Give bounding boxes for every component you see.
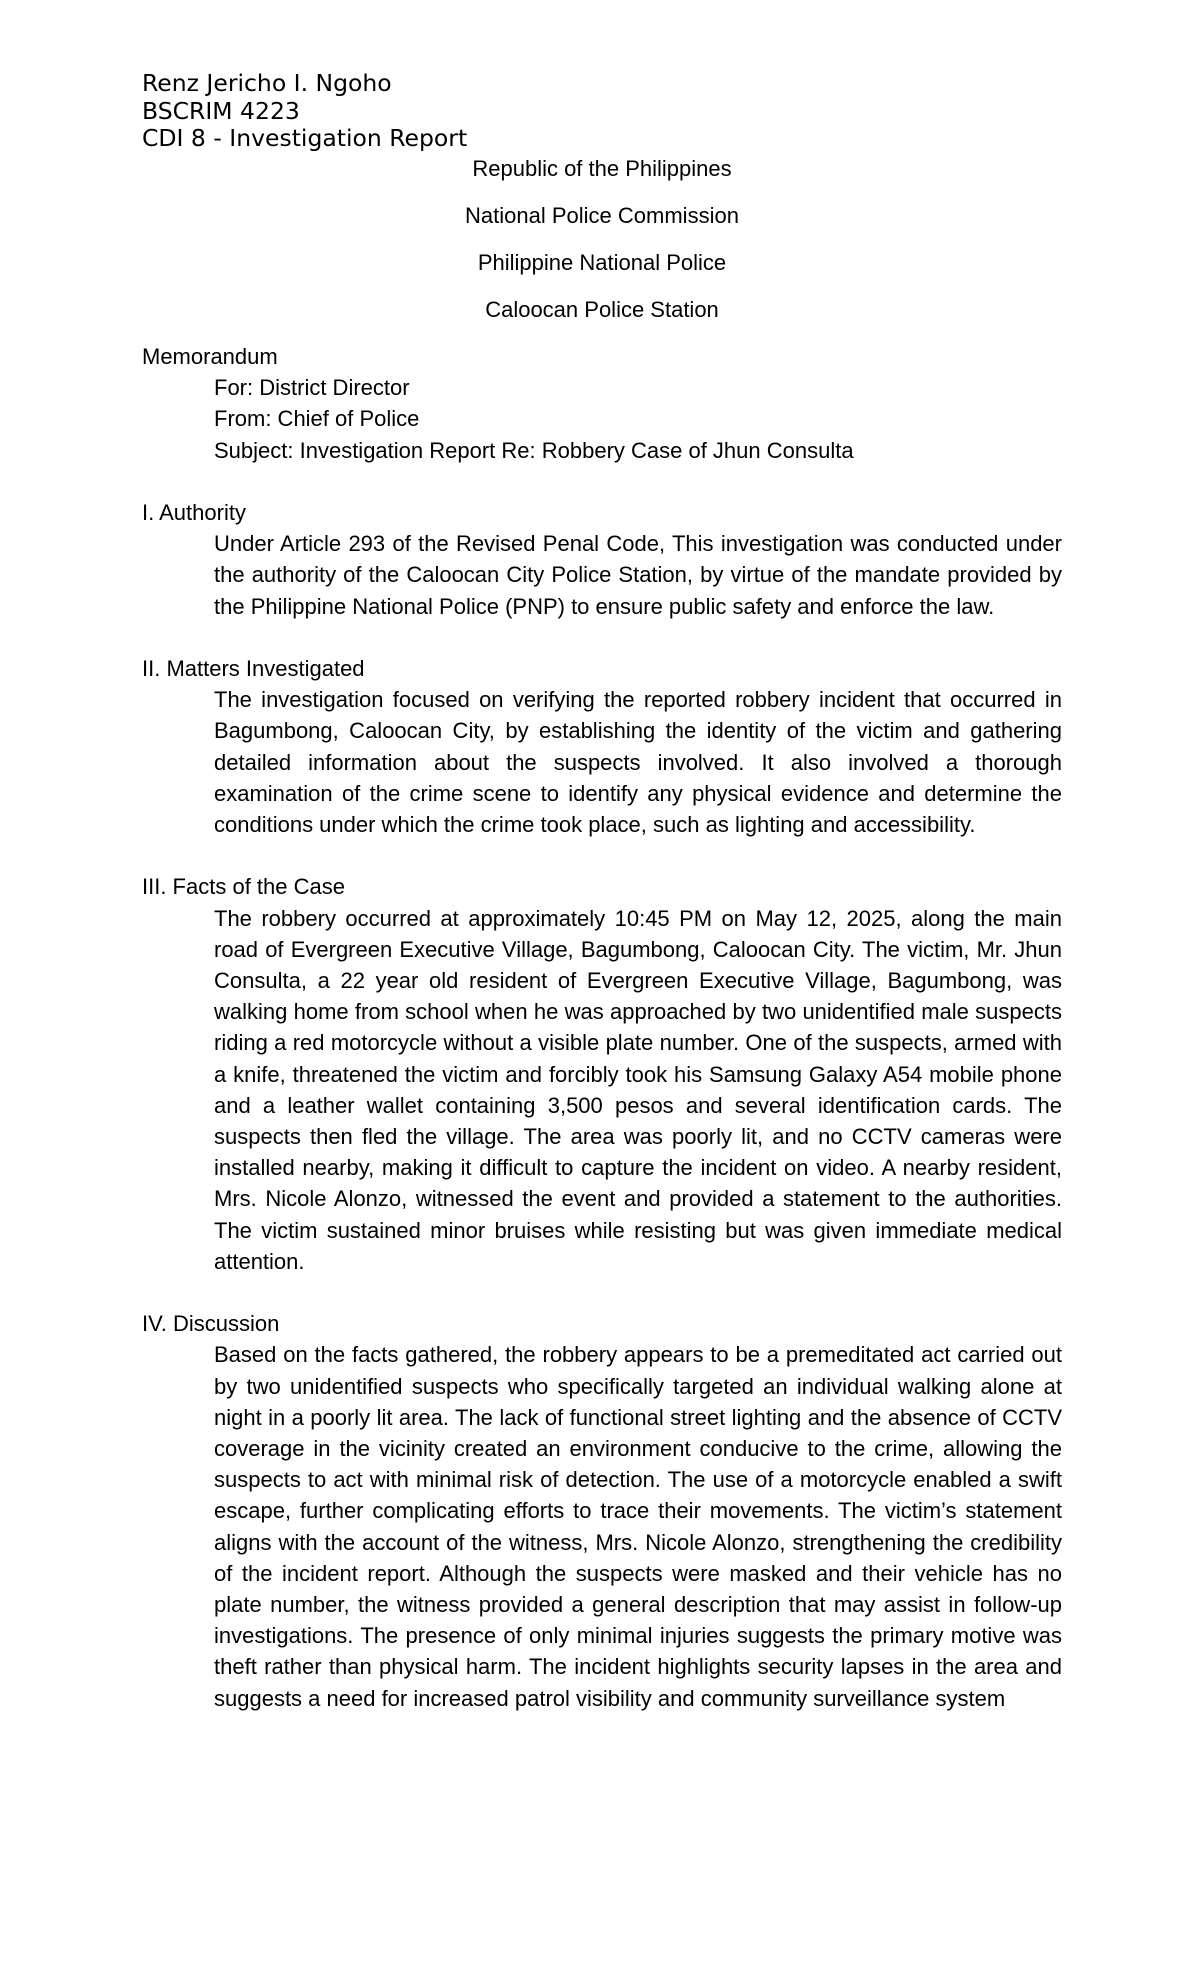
letterhead-station: Caloocan Police Station — [485, 297, 719, 322]
letterhead-pnp: Philippine National Police — [477, 250, 727, 275]
section-discussion-body: Based on the facts gathered, the robbery appears to be a premeditated act carried out by two unidentified suspects who specifically targeted an individual walking alone at night in a poorly lit area. The lack of functional street lighting and the absence of CCTV coverage in the vicinity created an environment conducive to the crime, allowing the suspects to act with minimal risk of detection. The use of a motorcycle enabled a swift escape, further complicating efforts to trace their movements. The victim’s statement aligns with the account of the witness, Mrs. Nicole Alonzo, strengthening the credibility of the incident report. Although the suspects were masked and their vehicle has no plate number, the witness provided a general description that may assist in follow-up investigations. The presence of only minimal injuries suggests the primary motive was theft rather than physical harm. The incident highlights security lapses in the area and suggests a need for increased patrol visibility and community surveillance system — [214, 1342, 1062, 1711]
section-facts-body: The robbery occurred at approximately 10:45 PM on May 12, 2025, along the main road of Evergreen Executive Village, Bagumbong, Caloocan City. The victim, Mr. Jhun Consulta, a 22 year old resident of Evergreen Executive Village, Bagumbong, was walking home from school when he was approached by two unidentified male suspects riding a red motorcycle without a visible plate number. One of the suspects, armed with a knife, threatened the victim and forcibly took his Samsung Galaxy A54 mobile phone and a leather wallet containing 3,500 pesos and several identification cards. The suspects then fled the village. The area was poorly lit, and no CCTV cameras were installed nearby, making it difficult to capture the incident on video. A nearby resident, Mrs. Nicole Alonzo, witnessed the event and provided a statement to the authorities. The victim sustained minor bruises while resisting but was given immediate medical attention. — [214, 905, 1062, 1274]
section-matters-body: The investigation focused on verifying the reported robbery incident that occurred in Bagumbong, Caloocan City, by establishing the identity of the victim and gathering detailed information about the suspects involved. It also involved a thorough examination of the crime scene to identify any physical evidence and determine the conditions under which the crime took place, such as lighting and accessibility. — [214, 687, 1062, 838]
memo-header — [142, 341, 1062, 466]
section-matters-heading: II. Matters Investigated — [142, 656, 365, 681]
letterhead-republic: Republic of the Philippines — [472, 156, 732, 181]
memo-title: Memorandum — [142, 344, 278, 369]
student-course: BSCRIM 4223 — [142, 96, 300, 125]
section-authority-heading: I. Authority — [142, 500, 246, 525]
memo-subject: Subject: Investigation Report Re: Robbery Case of Jhun Consulta — [214, 437, 854, 463]
memo-from: From: Chief of Police — [214, 406, 420, 432]
memorandum-document — [142, 153, 1062, 1714]
student-subject: CDI 8 - Investigation Report — [142, 124, 468, 152]
memo-for: For: District Director — [214, 375, 410, 401]
student-name: Renz Jericho I. Ngoho — [142, 69, 392, 97]
student-info — [142, 70, 467, 153]
section-authority-body: Under Article 293 of the Revised Penal Code, This investigation was conducted under the authority of the Caloocan City Police Station, by virtue of the mandate provided by the Philippine National Police (PNP) to ensure public safety and enforce the law. — [214, 531, 1062, 619]
section-discussion-heading: IV. Discussion — [142, 1311, 280, 1337]
letterhead-napolcom: National Police Commission — [465, 203, 739, 228]
section-facts-heading: III. Facts of the Case — [142, 874, 345, 900]
